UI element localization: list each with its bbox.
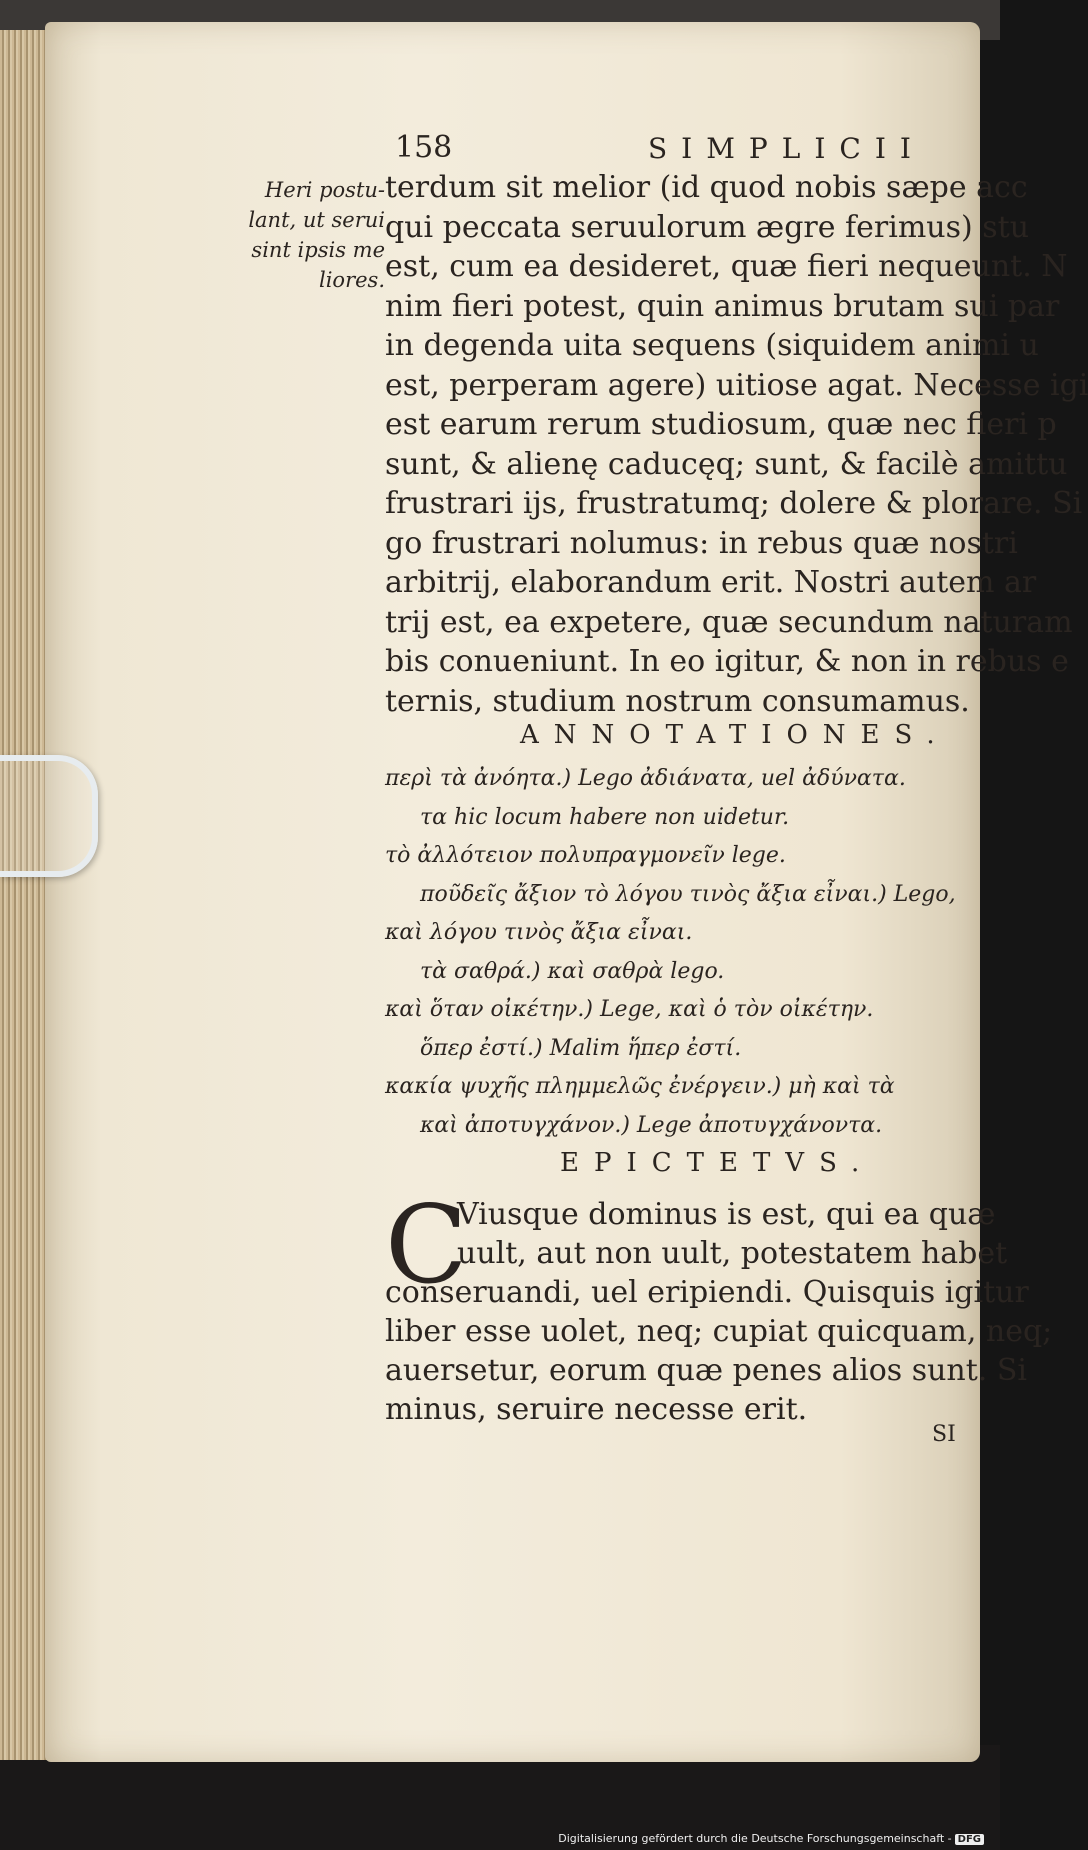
- annotation-line: περὶ τὰ ἀνόητα.) Lego ἀδιάνατα, uel ἀδύνατα.: [385, 766, 906, 791]
- text-line: nim fieri potest, quin animus brutam sui par: [385, 288, 1060, 324]
- text-line: est, perperam agere) uitiose agat. Necesse igi: [385, 367, 1088, 403]
- annotation-line: ποῦδεῖς ἄξιον τὸ λόγου τινὸς ἄξια εἶναι.) Lego,: [420, 881, 956, 907]
- marginal-line: Heri postu-: [264, 178, 385, 202]
- annotation-line: κακία ψυχῆς πλημμελῶς ἐνέργειν.) μὴ καὶ τὰ: [385, 1074, 895, 1099]
- annotation-line: τα hic locum habere non uidetur.: [420, 804, 790, 830]
- annotation-line: καὶ ὅταν οἰκέτην.) Lege, καὶ ὁ τὸν οἰκέτην.: [385, 997, 874, 1022]
- text-line: in degenda uita sequens (siquidem animi u: [385, 328, 1039, 363]
- credit-text: Digitalisierung gefördert durch die Deutsche Forschungsgemeinschaft -: [558, 1832, 952, 1845]
- drop-cap: C: [385, 1183, 468, 1308]
- catchword: SI: [932, 1422, 956, 1447]
- annotation-line: ὅπερ ἐστί.) Malim ἥπερ ἐστί.: [420, 1035, 742, 1061]
- digitization-credit: [558, 1832, 984, 1845]
- text-line: auersetur, eorum quæ penes alios sunt. Si: [385, 1353, 1028, 1388]
- text-line: arbitrij, elaborandum erit. Nostri autem ar: [385, 565, 1037, 600]
- text-line: sunt, & alienę caducęq; sunt, & facilè amittu: [385, 446, 1068, 482]
- text-line: trij est, ea expetere, quæ secundum naturam: [385, 604, 1073, 640]
- annotations-heading: ANNOTATIONES.: [520, 720, 950, 750]
- annotation-line: καὶ ἀποτυγχάνον.) Lege ἀποτυγχάνοντα.: [420, 1112, 883, 1138]
- marginal-line: liores.: [319, 268, 385, 292]
- paper-clip: [0, 755, 98, 877]
- text-line: terdum sit melior (id quod nobis sæpe acc: [385, 170, 1028, 205]
- marginal-line: sint ipsis me: [251, 238, 385, 262]
- text-line: minus, seruire necesse erit.: [385, 1392, 808, 1427]
- text-line: go frustrari nolumus: in rebus quæ nostri: [385, 525, 1018, 561]
- text-line: liber esse uolet, neq; cupiat quicquam, neq;: [385, 1314, 1053, 1349]
- annotations: [385, 760, 980, 1145]
- text-line: frustrari ijs, frustratumq; dolere & plorare. Si: [385, 486, 1083, 521]
- text-line: est, cum ea desideret, quæ fieri nequeunt. N: [385, 249, 1068, 284]
- text-line: bis conueniunt. In eo igitur, & non in rebus e: [385, 644, 1069, 679]
- text-line: ternis, studium nostrum consumamus.: [385, 683, 970, 719]
- annotation-line: καὶ λόγου τινὸς ἄξια εἶναι.: [385, 920, 693, 945]
- main-text: [385, 168, 1088, 721]
- text-line: uult, aut non uult, potestatem habet: [457, 1236, 1008, 1271]
- marginal-line: lant, ut serui: [248, 208, 385, 232]
- marginal-note: [225, 175, 385, 295]
- running-head: SIMPLICII: [648, 132, 925, 165]
- dfg-logo: DFG: [955, 1834, 984, 1845]
- text-line: conseruandi, uel eripiendi. Quisquis igitur: [385, 1275, 1029, 1310]
- text-line: qui peccata seruulorum ægre ferimus) stu: [385, 209, 1030, 245]
- epictetus-text: [385, 1183, 1053, 1429]
- text-line: Viusque dominus is est, qui ea quæ: [457, 1197, 996, 1232]
- page-number: 158: [395, 130, 453, 165]
- annotation-line: τὸ ἀλλότειον πολυπραγμονεῖν lege.: [385, 843, 786, 868]
- epictetus-heading: EPICTETVS.: [560, 1148, 875, 1178]
- annotation-line: τὰ σαθρά.) καὶ σαθρὰ lego.: [420, 958, 725, 984]
- text-line: est earum rerum studiosum, quæ nec fieri p: [385, 407, 1057, 442]
